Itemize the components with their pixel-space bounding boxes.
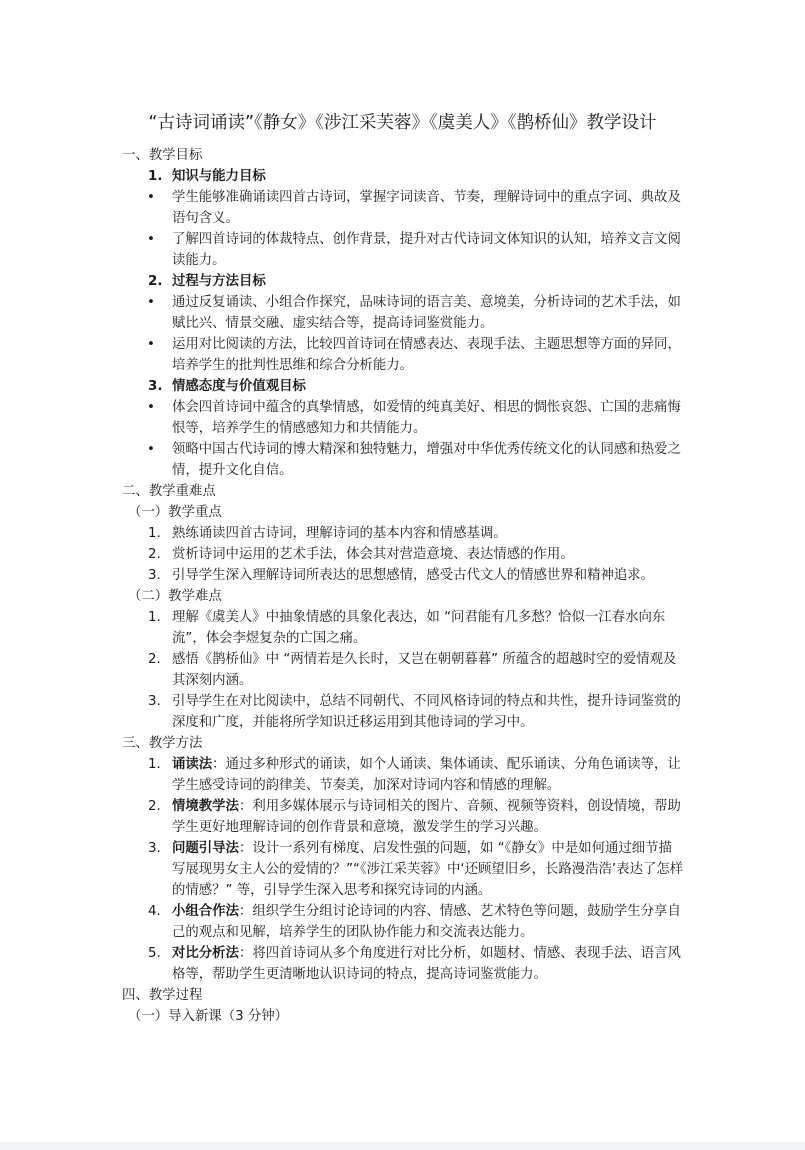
subsection-heading-focus: （一）教学重点	[128, 505, 222, 520]
list-number: 2.	[148, 547, 161, 562]
method-text: ：利用多媒体展示与诗词相关的图片、音频、视频等资料，创设情境，帮助学生更好地理解诗词的创作背景和意境，激发学生的学习兴趣。	[172, 799, 681, 835]
method-name: 诵读法	[172, 757, 213, 772]
section-heading-key-points: 二、教学重难点	[122, 484, 216, 499]
list-text: 感悟《鹊桥仙》中 “两情若是久长时，又岂在朝朝暮暮” 所蕴含的超越时空的爱情观及其深刻内涵。	[172, 652, 677, 688]
bullet-dot-icon: •	[147, 295, 155, 310]
bullet-text: 运用对比阅读的方法，比较四首诗词在情感表达、表现手法、主题思想等方面的异同，培养学生的批判性思维和综合分析能力。	[172, 337, 681, 373]
list-number: 2.	[148, 799, 161, 814]
subsection-heading-intro: （一）导入新课（3 分钟）	[128, 1009, 289, 1024]
bullet-text: 了解四首诗词的体裁特点、创作背景，提升对古代诗词文体知识的认知，培养文言文阅读能力。	[172, 232, 681, 268]
subgoal-title: 情感态度与价值观目标	[172, 379, 306, 394]
page-bottom-strip	[0, 1142, 805, 1150]
method-text: ：组织学生分组讨论诗词的内容、情感、艺术特色等问题，鼓励学生分享自己的观点和见解，培养学生的团队协作能力和交流表达能力。	[172, 904, 681, 940]
bullet-item	[122, 334, 692, 376]
list-number: 3.	[148, 568, 161, 583]
bullet-item	[122, 439, 692, 481]
list-number: 2.	[148, 652, 161, 667]
bullet-item	[122, 187, 692, 229]
list-item	[122, 544, 692, 565]
list-number: 4.	[148, 904, 161, 919]
bullet-text: 体会四首诗词中蕴含的真挚情感，如爱情的纯真美好、相思的惆怅哀怨、亡国的悲痛悔恨等，培养学生的情感感知力和共情能力。	[172, 400, 681, 436]
subgoal-title: 知识与能力目标	[172, 169, 266, 184]
list-item	[122, 649, 692, 691]
method-text: ：设计一系列有梯度、启发性强的问题，如 “《静女》中是如何通过细节描写展现男女主人公的爱情的？”“《涉江采芙蓉》中‘还顾望旧乡，长路漫浩浩’表达了怎样的情感？” 等，引导学生深入思考和探究诗词的内涵。	[172, 841, 684, 898]
subgoal-process	[122, 271, 692, 292]
subsection-heading-difficulties: （二）教学难点	[128, 589, 222, 604]
subgoal-number: 1.	[148, 169, 163, 184]
list-item	[122, 607, 692, 649]
method-item	[122, 754, 692, 796]
bullet-text: 学生能够准确诵读四首古诗词，掌握字词读音、节奏，理解诗词中的重点字词、典故及语句含义。	[172, 190, 681, 226]
bullet-item	[122, 397, 692, 439]
list-text: 理解《虞美人》中抽象情感的具象化表达，如 “问君能有几多愁？恰似一江春水向东流”，体会李煜复杂的亡国之痛。	[172, 610, 666, 646]
method-name: 问题引导法	[172, 841, 239, 856]
method-name: 对比分析法	[172, 946, 239, 961]
subgoal-number: 2.	[148, 274, 163, 289]
method-text: ：将四首诗词从多个角度进行对比分析，如题材、情感、表现手法、语言风格等，帮助学生更清晰地认识诗词的特点，提高诗词鉴赏能力。	[172, 946, 681, 982]
bullet-item	[122, 229, 692, 271]
bullet-text: 领略中国古代诗词的博大精深和独特魅力，增强对中华优秀传统文化的认同感和热爱之情，提升文化自信。	[172, 442, 681, 478]
section-heading-objectives: 一、教学目标	[122, 148, 203, 163]
document-body	[122, 145, 692, 1027]
list-number: 1.	[148, 526, 161, 541]
list-number: 5.	[148, 946, 161, 961]
list-number: 1.	[148, 757, 161, 772]
bullet-dot-icon: •	[147, 232, 155, 247]
list-item	[122, 523, 692, 544]
method-name: 小组合作法	[172, 904, 239, 919]
list-number: 1.	[148, 610, 161, 625]
method-item	[122, 901, 692, 943]
method-item	[122, 796, 692, 838]
list-text: 熟练诵读四首古诗词，理解诗词的基本内容和情感基调。	[172, 526, 507, 541]
bullet-item	[122, 292, 692, 334]
list-number: 3.	[148, 841, 161, 856]
list-item	[122, 565, 692, 586]
subgoal-knowledge	[122, 166, 692, 187]
subgoal-title: 过程与方法目标	[172, 274, 266, 289]
section-heading-methods: 三、教学方法	[122, 736, 203, 751]
list-item	[122, 691, 692, 733]
method-item	[122, 943, 692, 985]
section-heading-process: 四、教学过程	[122, 988, 203, 1003]
document-title: “古诗词诵读”《静女》《涉江采芙蓉》《虞美人》《鹊桥仙》教学设计	[148, 113, 657, 133]
bullet-text: 通过反复诵读、小组合作探究，品味诗词的语言美、意境美，分析诗词的艺术手法，如赋比兴、情景交融、虚实结合等，提高诗词鉴赏能力。	[172, 295, 681, 331]
bullet-dot-icon: •	[147, 190, 155, 205]
list-text: 引导学生深入理解诗词所表达的思想感情，感受古代文人的情感世界和精神追求。	[172, 568, 655, 583]
list-text: 引导学生在对比阅读中，总结不同朝代、不同风格诗词的特点和共性，提升诗词鉴赏的深度和广度，并能将所学知识迁移运用到其他诗词的学习中。	[172, 694, 681, 730]
list-text: 赏析诗词中运用的艺术手法，体会其对营造意境、表达情感的作用。	[172, 547, 574, 562]
list-number: 3.	[148, 694, 161, 709]
subgoal-values	[122, 376, 692, 397]
bullet-dot-icon: •	[147, 442, 155, 457]
bullet-dot-icon: •	[147, 337, 155, 352]
method-item	[122, 838, 692, 901]
subgoal-number: 3.	[148, 379, 163, 394]
method-text: ：通过多种形式的诵读，如个人诵读、集体诵读、配乐诵读、分角色诵读等，让学生感受诗词的韵律美、节奏美，加深对诗词内容和情感的理解。	[172, 757, 681, 793]
bullet-dot-icon: •	[147, 400, 155, 415]
method-name: 情境教学法	[172, 799, 239, 814]
